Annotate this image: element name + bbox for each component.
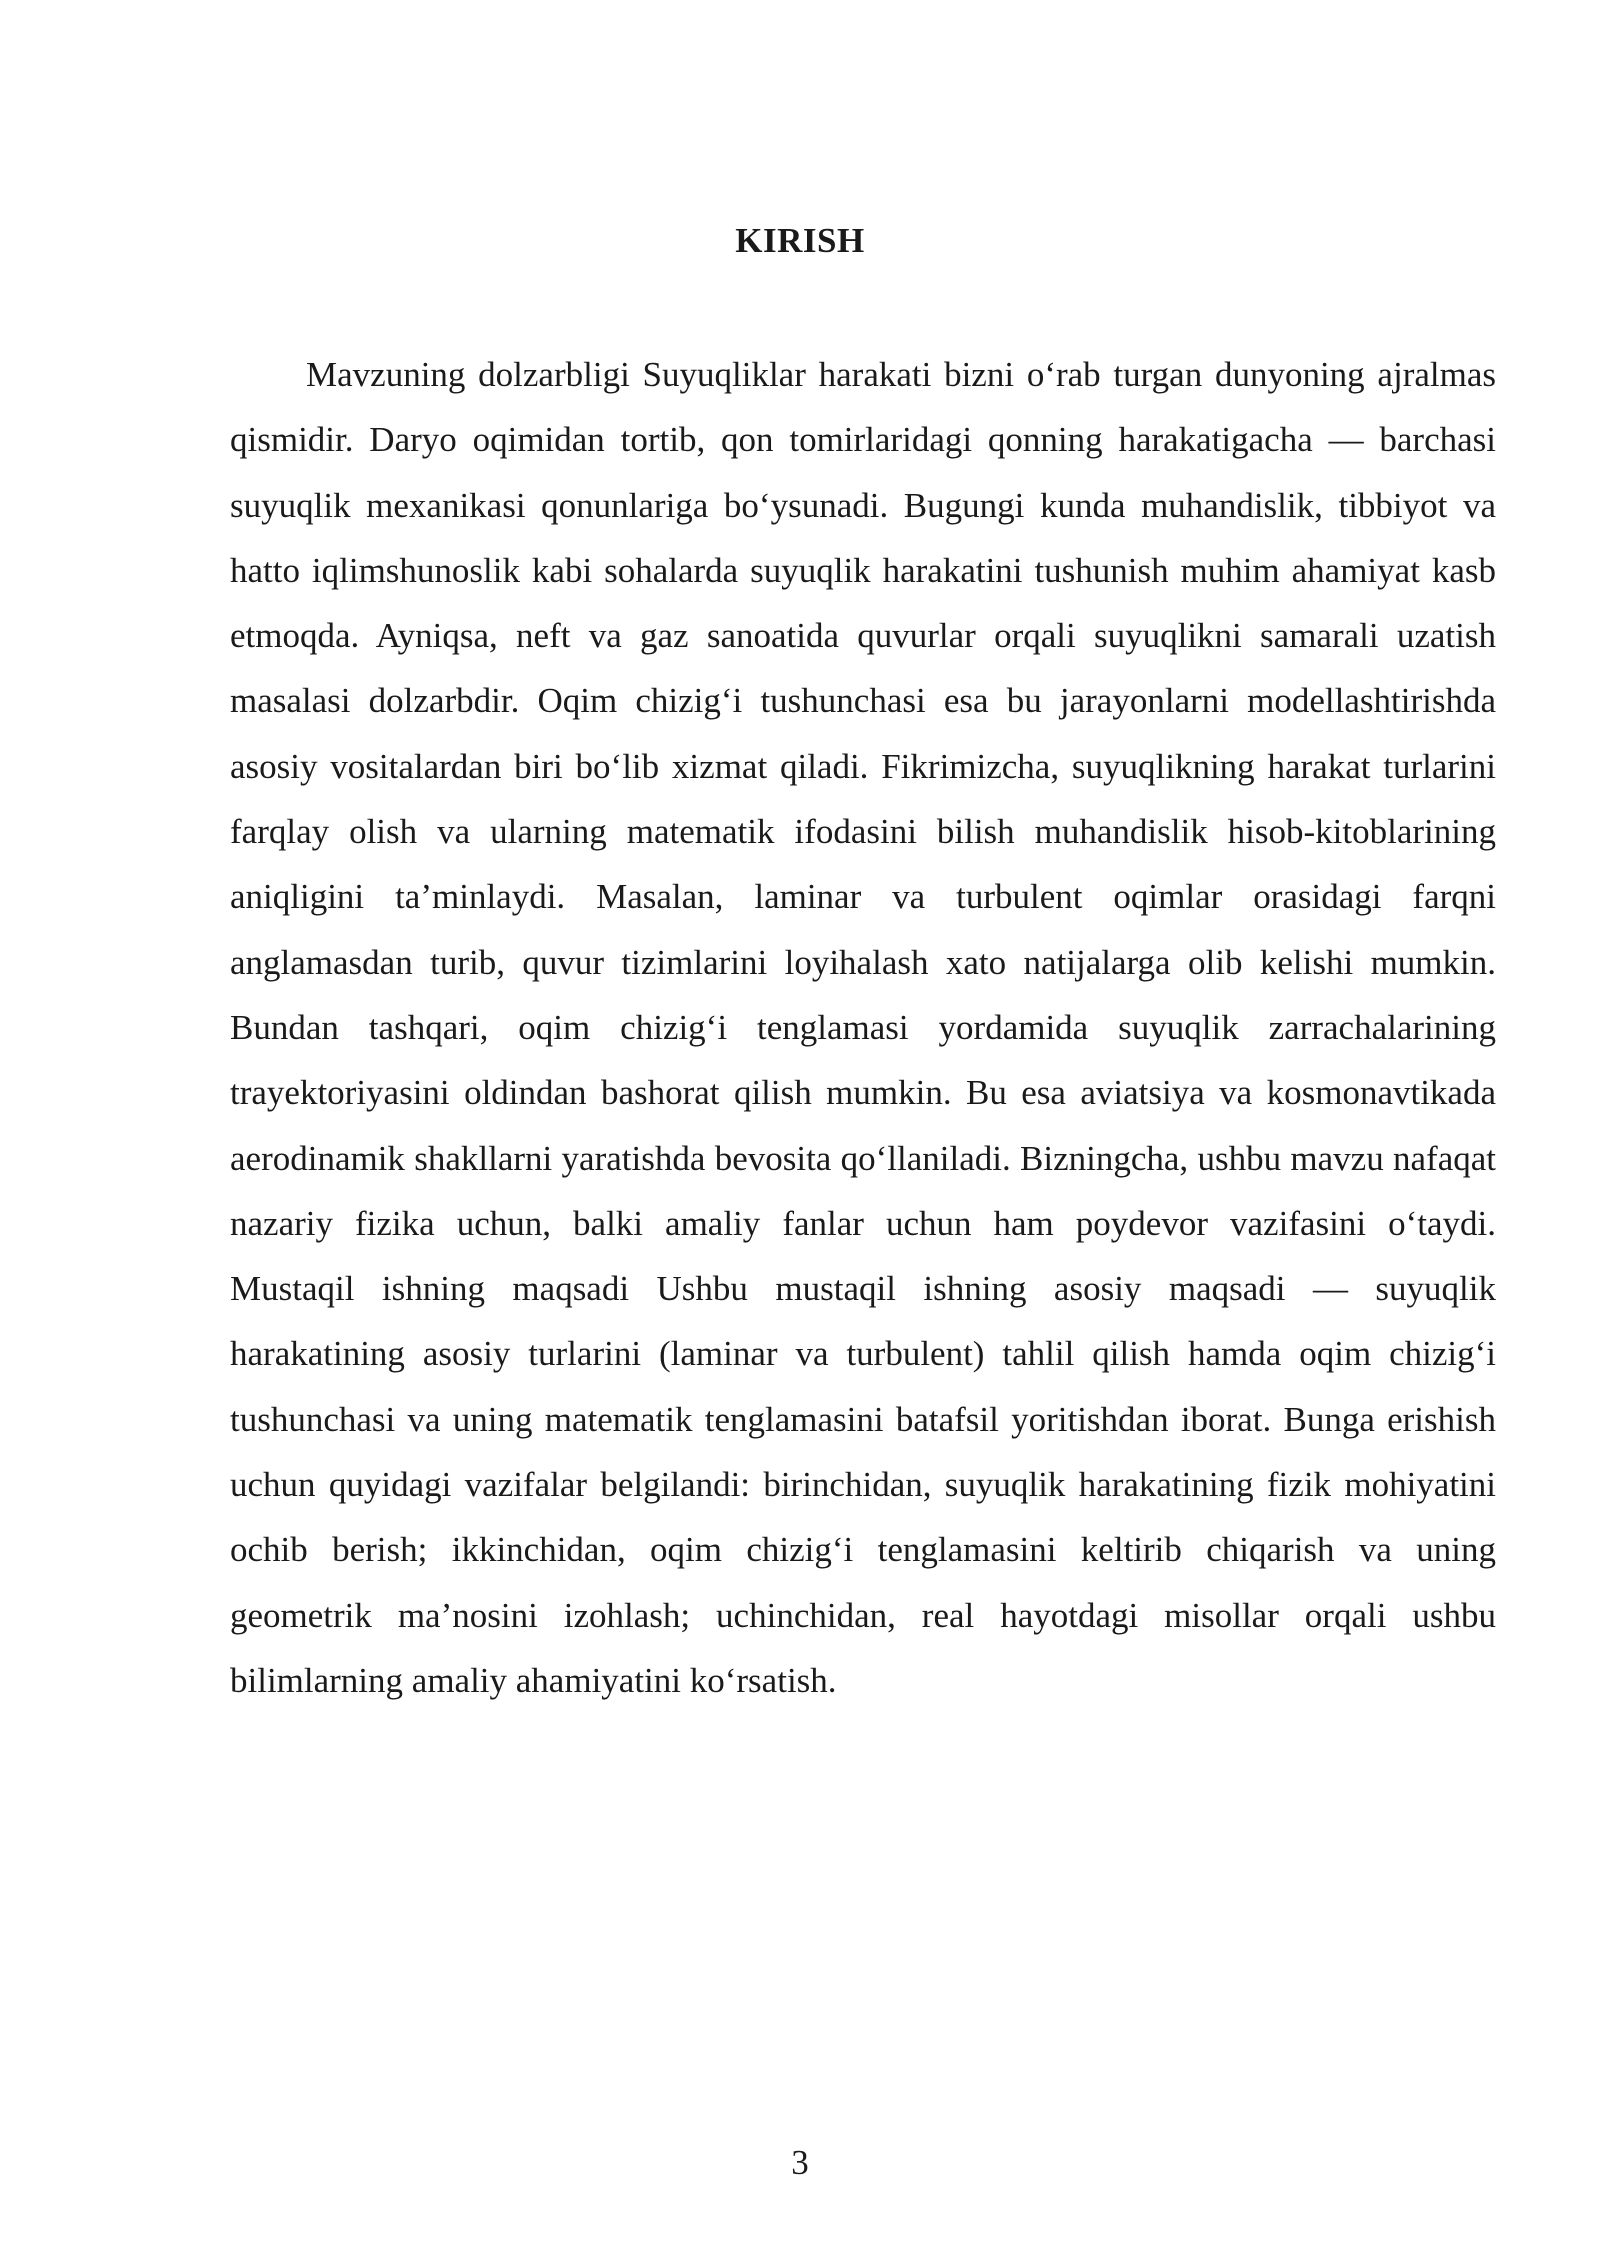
page-number: 3 xyxy=(791,2143,809,2182)
body-paragraph: Mavzuning dolzarbligi Suyuqliklar harakati bizni o‘rab turgan dunyoning ajralmas qismidir. Daryo oqimidan tortib, qon tomirlaridagi qonning harakatigacha — barchasi suyuqlik mexanikasi qonunlariga bo‘ysunadi. Bugungi kunda muhandislik, tibbiyot va hatto iqlimshunoslik kabi sohalarda suyuqlik harakatini tushunish muhim ahamiyat kasb etmoqda. Ayniqsa, neft va gaz sanoatida quvurlar orqali suyuqlikni samarali uzatish masalasi dolzarbdir. Oqim chizig‘i tushunchasi esa bu jarayonlarni modellashtirishda asosiy vositalardan biri bo‘lib xizmat qiladi. Fikrimizcha, suyuqlikning harakat turlarini farqlay olish va ularning matematik ifodasini bilish muhandislik hisob-kitoblarining aniqligini ta’minlaydi. Masalan, laminar va turbulent oqimlar orasidagi farqni anglamasdan turib, quvur tizimlarini loyihalash xato natijalarga olib kelishi mumkin. Bundan tashqari, oqim chizig‘i tenglamasi yordamida suyuqlik zarrachalarining trayektoriyasini oldindan bashorat qilish mumkin. Bu esa aviatsiya va kosmonavtikada aerodinamik shakllarni yaratishda bevosita qo‘llaniladi. Bizningcha, ushbu mavzu nafaqat nazariy fizika uchun, balki amaliy fanlar uchun ham poydevor vazifasini o‘taydi. Mustaqil ishning maqsadi Ushbu mustaqil ishning asosiy maqsadi — suyuqlik harakatining asosiy turlarini (laminar va turbulent) tahlil qilish hamda oqim chizig‘i tushunchasi va uning matematik tenglamasini batafsil yoritishdan iborat. Bunga erishish uchun quyidagi vazifalar belgilandi: birinchidan, suyuqlik harakatining fizik mohiyatini ochib berish; ikkinchidan, oqim chizig‘i tenglamasini keltirib chiqarish va uning geometrik ma’nosini izohlash; uchinchidan, real hayotdagi misollar orqali ushbu bilimlarning amaliy ahamiyatini ko‘rsatish. xyxy=(230,355,1496,1700)
section-heading: KIRISH xyxy=(735,221,865,260)
